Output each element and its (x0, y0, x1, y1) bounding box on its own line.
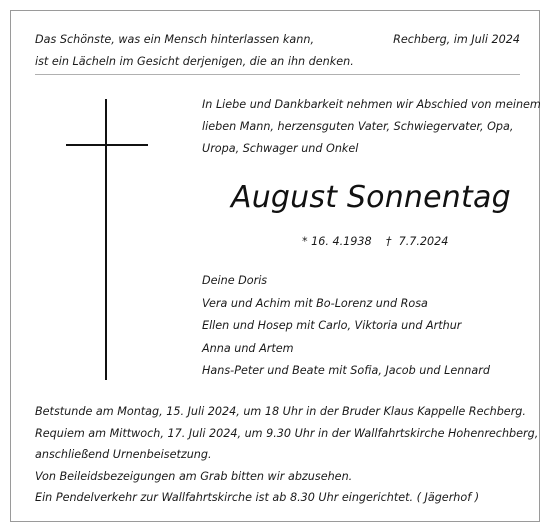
service-line: Von Beileidsbezeigungen am Grab bitten wir abzusehen. (35, 469, 353, 483)
motto-quote (35, 29, 354, 73)
motto-line: ist ein Lächeln im Gesicht derjenigen, die an ihn denken. (35, 55, 354, 68)
mourner-entry: Hans-Peter und Beate mit Sofia, Jacob und Lennard (202, 364, 490, 377)
cross-vertical-bar (105, 99, 107, 380)
mourner-entry: Deine Doris (202, 274, 268, 287)
deceased-name: August Sonnentag (231, 180, 511, 215)
service-line: anschließend Urnenbeisetzung. (35, 448, 212, 462)
motto-line: Das Schönste, was ein Mensch hinterlassen kann, (35, 33, 315, 46)
mourners-list (202, 270, 490, 383)
life-dates: * 16. 4.1938 † 7.7.2024 (302, 235, 449, 248)
service-line: Ein Pendelverkehr zur Wallfahrtskirche ist ab 8.30 Uhr eingerichtet. ( Jägerhof ) (35, 491, 480, 505)
farewell-line: Uropa, Schwager und Onkel (202, 142, 359, 155)
farewell-text (202, 94, 541, 160)
mourner-entry: Vera und Achim mit Bo-Lorenz und Rosa (202, 296, 428, 310)
mourner-entry: Anna und Artem (202, 341, 294, 355)
farewell-line: lieben Mann, herzensguten Vater, Schwiegervater, Opa, (202, 120, 514, 133)
place-and-date: Rechberg, im Juli 2024 (393, 33, 520, 46)
header-divider (35, 74, 520, 75)
cross-horizontal-bar (66, 144, 148, 146)
service-information (35, 401, 539, 509)
mourner-entry: Ellen und Hosep mit Carlo, Viktoria und Arthur (202, 319, 462, 332)
farewell-line: In Liebe und Dankbarkeit nehmen wir Abschied von meinem (202, 98, 541, 111)
service-line: Betstunde am Montag, 15. Juli 2024, um 18 Uhr in der Bruder Klaus Kappelle Rechberg. (35, 405, 526, 418)
service-line: Requiem am Mittwoch, 17. Juli 2024, um 9.30 Uhr in der Wallfahrtskirche Hohenrechberg, (35, 426, 539, 440)
